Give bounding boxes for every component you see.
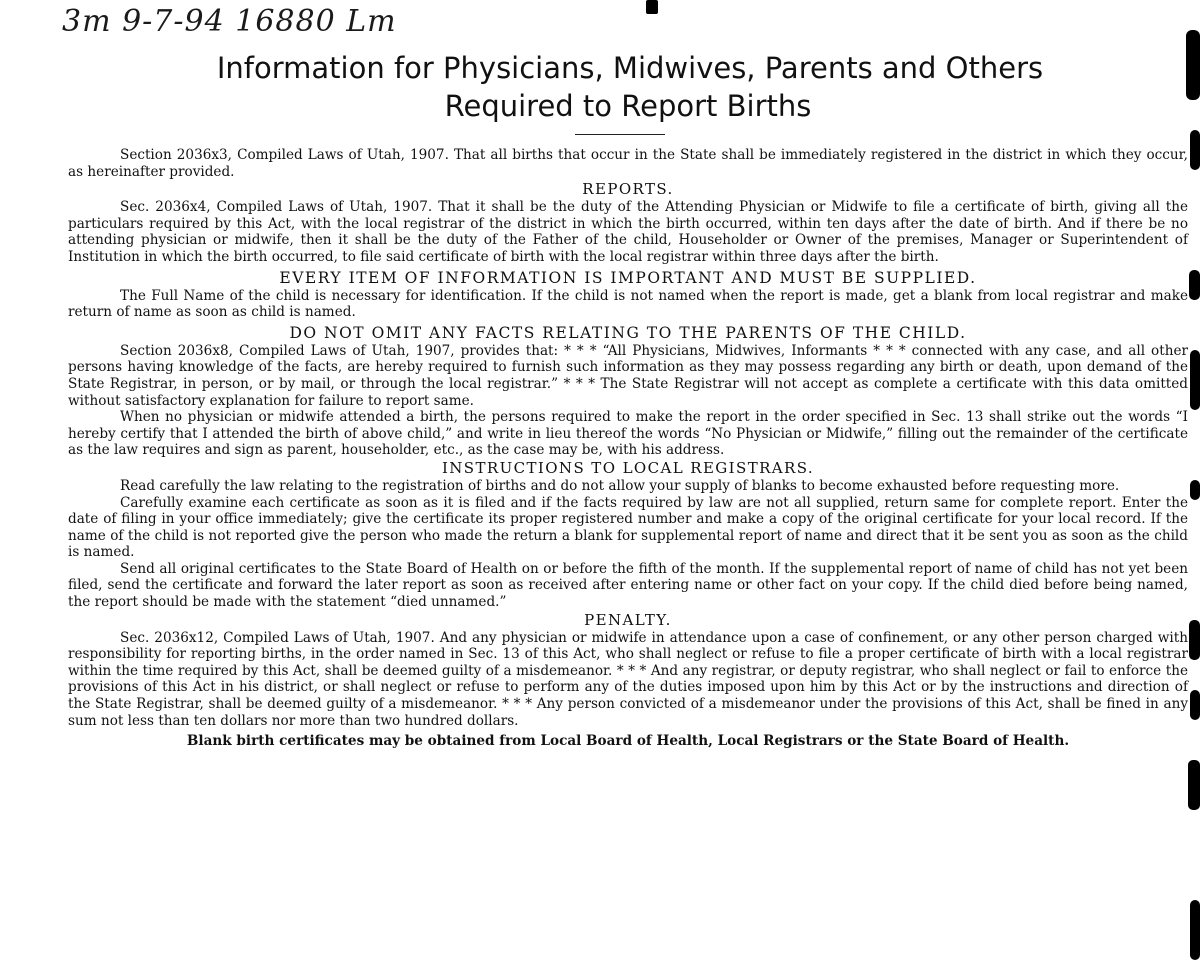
document-title-line-1: Information for Physicians, Midwives, Parents and Others xyxy=(216,51,1044,85)
scan-artifact xyxy=(1190,690,1200,720)
scan-artifact xyxy=(1190,130,1200,170)
intro-paragraph: Section 2036x3, Compiled Laws of Utah, 1907. That all births that occur in the State shall be immediately registered in the district in which they occur, as hereinafter provided. xyxy=(68,147,1188,180)
scan-artifact xyxy=(646,0,658,14)
reports-paragraph: Sec. 2036x4, Compiled Laws of Utah, 1907. That it shall be the duty of the Attending Physician or Midwife to file a certificate of birth, giving all the particulars required by this Act, with the local registrar of the district in which the birth occurred, within ten days after the date of birth. And if there be no attending physician or midwife, then it shall be the duty of the Father of the child, Householder or Owner of the premises, Manager or Superintendent of Institution in which the birth occurred, to file said certificate of birth with the local registrar within three days after the birth. xyxy=(68,199,1188,265)
do-not-omit-paragraph-2: When no physician or midwife attended a birth, the persons required to make the report in the order specified in Sec. 13 shall strike out the words “I hereby certify that I attended the birth of above child,” and write in lieu thereof the words “No Physician or Midwife,” filling out the remainder of the certificate as the law requires and sign as parent, householder, etc., as the case may be, with his address. xyxy=(68,409,1188,459)
scan-artifact xyxy=(1189,620,1200,660)
reports-heading: REPORTS. xyxy=(582,180,674,199)
scan-artifact xyxy=(1190,900,1200,960)
title-divider xyxy=(575,134,665,135)
scan-artifact xyxy=(1188,760,1200,810)
do-not-omit-paragraph-1: Section 2036x8, Compiled Laws of Utah, 1907, provides that: * * * “All Physicians, Midwives, Informants * * * connected with any case, and all other persons having knowledge of the facts, are hereby required to furnish such information as they may possess regarding any birth or death, upon demand of the State Registrar, in person, or by mail, or through the local registrar.” * * * The State Registrar will not accept as complete a certificate with this data omitted without satisfactory explanation for failure to report same. xyxy=(68,342,1188,409)
scan-artifact xyxy=(1190,350,1200,410)
footer-note: Blank birth certificates may be obtained from Local Board of Health, Local Registrars or the State Board of Health. xyxy=(186,733,1070,750)
scan-artifact xyxy=(1189,270,1200,300)
penalty-paragraph: Sec. 2036x12, Compiled Laws of Utah, 1907. And any physician or midwife in attendance upon a case of confinement, or any other person charged with responsibility for reporting births, in the order named in Sec. 13 of this Act, who shall neglect or refuse to file a proper certificate of birth with a local registrar within the time required by this Act, shall be deemed guilty of a misdemeanor. * * * And any registrar, or deputy registrar, who shall neglect or fail to enforce the provisions of this Act in his district, or shall neglect or refuse to perform any of the duties imposed upon him by this Act or by the instructions and direction of the State Registrar, shall be deemed guilty of a misdemeanor. * * * Any person convicted of a misdemeanor under the provisions of this Act, shall be fined in any sum not less than ten dollars nor more than two hundred dollars. xyxy=(68,629,1188,729)
handwritten-note: 3m 9-7-94 16880 Lm xyxy=(62,4,397,39)
instructions-paragraph-2: Carefully examine each certificate as soon as it is filed and if the facts required by law are not all supplied, return same for complete report. Enter the date of filing in your office immediately; give the certificate its proper registered number and make a copy of the original certificate for your local record. If the name of the child is not reported give the person who made the return a blank for supplemental report of name and direct that it be sent you as soon as the child is named. xyxy=(68,494,1188,561)
document-body xyxy=(68,147,1188,750)
every-item-paragraph: The Full Name of the child is necessary for identification. If the child is not named when the report is made, get a blank from local registrar and make return of name as soon as child is named. xyxy=(68,287,1188,321)
every-item-heading: EVERY ITEM OF INFORMATION IS IMPORTANT AND MUST BE SUPPLIED. xyxy=(279,268,977,287)
instructions-paragraph-1: Read carefully the law relating to the registration of births and do not allow your supply of blanks to become exhausted before requesting more. xyxy=(120,477,1120,494)
scan-artifact xyxy=(1190,480,1200,500)
scan-artifact xyxy=(1186,30,1200,100)
document-title-line-2: Required to Report Births xyxy=(444,89,812,123)
do-not-omit-heading: DO NOT OMIT ANY FACTS RELATING TO THE PARENTS OF THE CHILD. xyxy=(289,323,967,342)
instructions-heading: INSTRUCTIONS TO LOCAL REGISTRARS. xyxy=(441,458,815,477)
instructions-paragraph-3: Send all original certificates to the State Board of Health on or before the fifth of the month. If the supplemental report of name of child has not yet been filed, send the certificate and forward the later report as soon as received after entering name or other fact on your copy. If the child died before being named, the report should be made with the statement “died unnamed.” xyxy=(68,560,1188,611)
penalty-heading: PENALTY. xyxy=(584,610,672,629)
